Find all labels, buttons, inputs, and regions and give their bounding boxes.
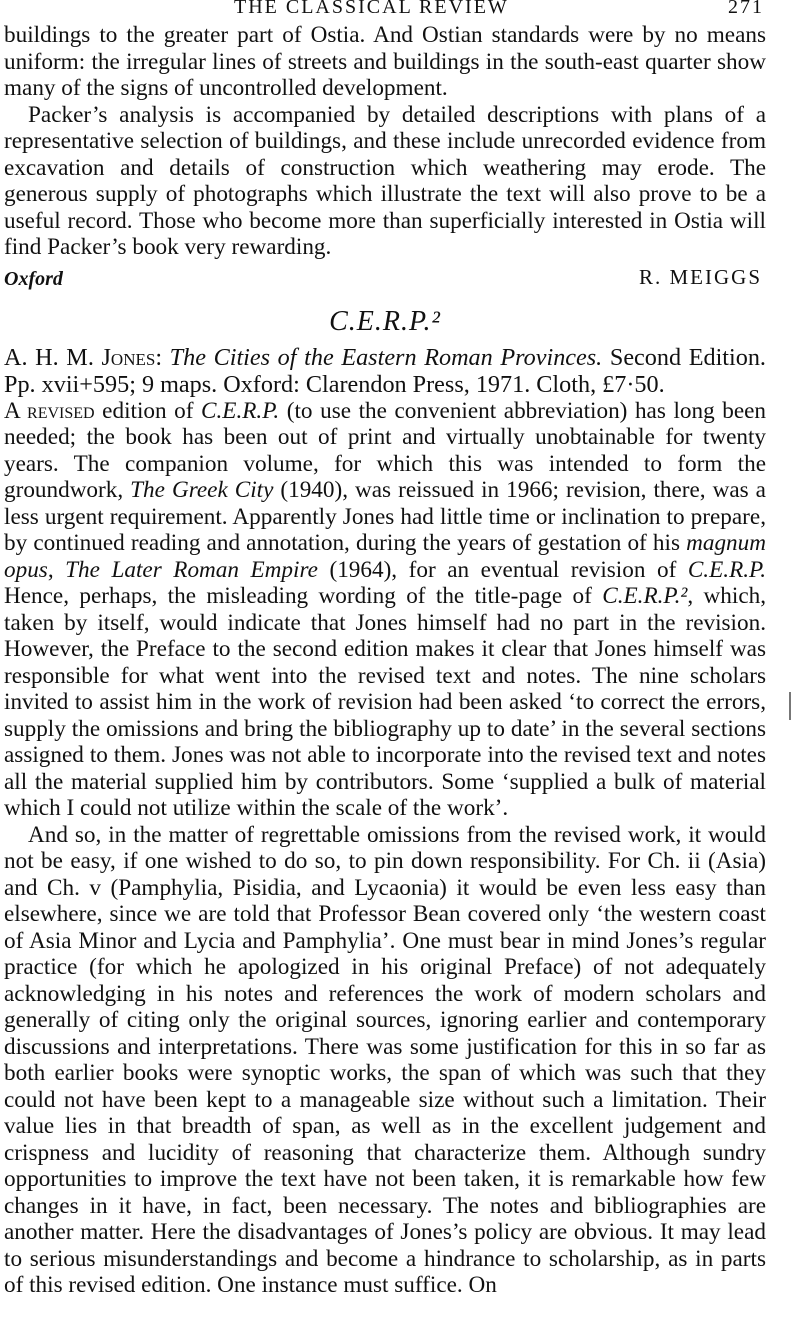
text-run-italic: The Later Roman Empire (65, 556, 318, 583)
bibliographic-entry (4, 344, 766, 398)
text-run: A (4, 397, 28, 424)
paragraph-packer-analysis: Packer’s analysis is accompanied by detailed descriptions with plans of a representative selection of buildings, and these include unrecorded evidence from excavation and details of construction which weathering may erode. The generous supply of photographs which illustrate the text will also prove to be a useful record. Those who become more than superficially interested in Ostia will find Packer’s book very rewarding. (4, 101, 766, 260)
biblio-separator: : (155, 343, 170, 371)
text-run-italic: C.E.R.P. (687, 556, 766, 583)
paragraph-omissions: And so, in the matter of regrettable omissions from the revised work, it would not be easy, if one wished to do so, to pin down responsibility. For Ch. ii (Asia) and Ch. v (Pamphylia, Pisidia, and Lycaonia) it would be even less easy than elsewhere, since we are told that Professor Bean covered only ‘the western coast of Asia Minor and Lycia and Pamphylia’. One must bear in mind Jones’s regular practice (for which he apologized in his original Preface) of not adequately acknowledging in his notes and references the work of modern scholars and generally of citing only the original sources, ignoring earlier and contemporary discussions and interpretations. There was some justification for this in so far as both earlier books were synoptic works, the span of which was such that they could not have been kept to a manageable size without such a limitation. Their value lies in that breadth of span, as well as in the excellent judgement and crispness and lucidity of reasoning that characterize them. Although sundry opportunities to improve the text have not been taken, it is remarkable how few changes in it have, in fact, been necessary. The notes and bibliographies are another matter. Here the disadvantages of Jones’s policy are obvious. It may lead to serious misunderstandings and become a hindrance to scholarship, as in parts of this revised edition. One instance must suffice. On (4, 821, 766, 1298)
text-run: , (47, 556, 66, 583)
text-run-italic: C.E.R.P. (201, 397, 280, 424)
signature-author: R. MEIGGS (638, 264, 762, 289)
margin-mark (789, 692, 795, 720)
page-header (0, 0, 800, 18)
text-run: edition of (94, 397, 202, 424)
text-run: , which, taken by itself, would indicate that Jones himself had no part in the revision. However, the Preface to the second edition makes it clear that Jones himself was responsible for what went into the revised text and notes. The nine scholars invited to assist him in the work of revision had been asked ‘to correct the errors, supply the omissions and bring the bibliography up to date’ in the several sections assigned to them. Jones was not able to incorporate into the revised text and notes all the material supplied him by contributors. Some ‘supplied a bulk of material which I could not utilize within the scale of the work’. (4, 583, 767, 821)
text-run-italic: The Greek City (130, 477, 274, 503)
review-signature (4, 264, 766, 298)
biblio-title: The Cities of the Eastern Roman Provinces. (169, 343, 603, 371)
paragraph-review-opening (4, 398, 766, 822)
text-run-smallcaps: revised (27, 397, 95, 424)
running-title: THE CLASSICAL REVIEW (234, 0, 509, 18)
signature-place: Oxford (4, 267, 63, 290)
text-run-italic: C.E.R.P.² (602, 583, 688, 609)
biblio-author-surname: Jones (101, 343, 156, 371)
text-run: Hence, perhaps, the misleading wording of the title-page of (4, 583, 603, 609)
text-run: (to use the convenient abbreviation) has long been needed; the book has been out of print and virtually unobtainable for twenty years. The companion volume, for which this was intended to form the groundwork, (4, 397, 767, 503)
paragraph-continued: buildings to the greater part of Ostia. And Ostian standards were by no means uniform: the irregular lines of streets and buildings in the south-east quarter show many of the signs of uncontrolled development. (4, 22, 766, 101)
text-run: (1964), for an eventual revision of (317, 556, 688, 583)
review-heading: C.E.R.P.² (329, 305, 441, 337)
article-body (4, 22, 766, 1299)
text-run: (1940), was reissued in 1966; revision, there, was a less urgent requirement. Apparently Jones had little time or inclination to prepare, by continued reading and annotation, during the years of gestation of his (4, 477, 766, 556)
page-number: 271 (728, 0, 764, 18)
biblio-author-initials: A. H. M. (4, 343, 102, 371)
text-run-italic: magnum opus (4, 530, 766, 583)
biblio-details: Second Edition. Pp. xvii+595; 9 maps. Oxford: Clarendon Press, 1971. Cloth, £7·50. (4, 343, 766, 398)
